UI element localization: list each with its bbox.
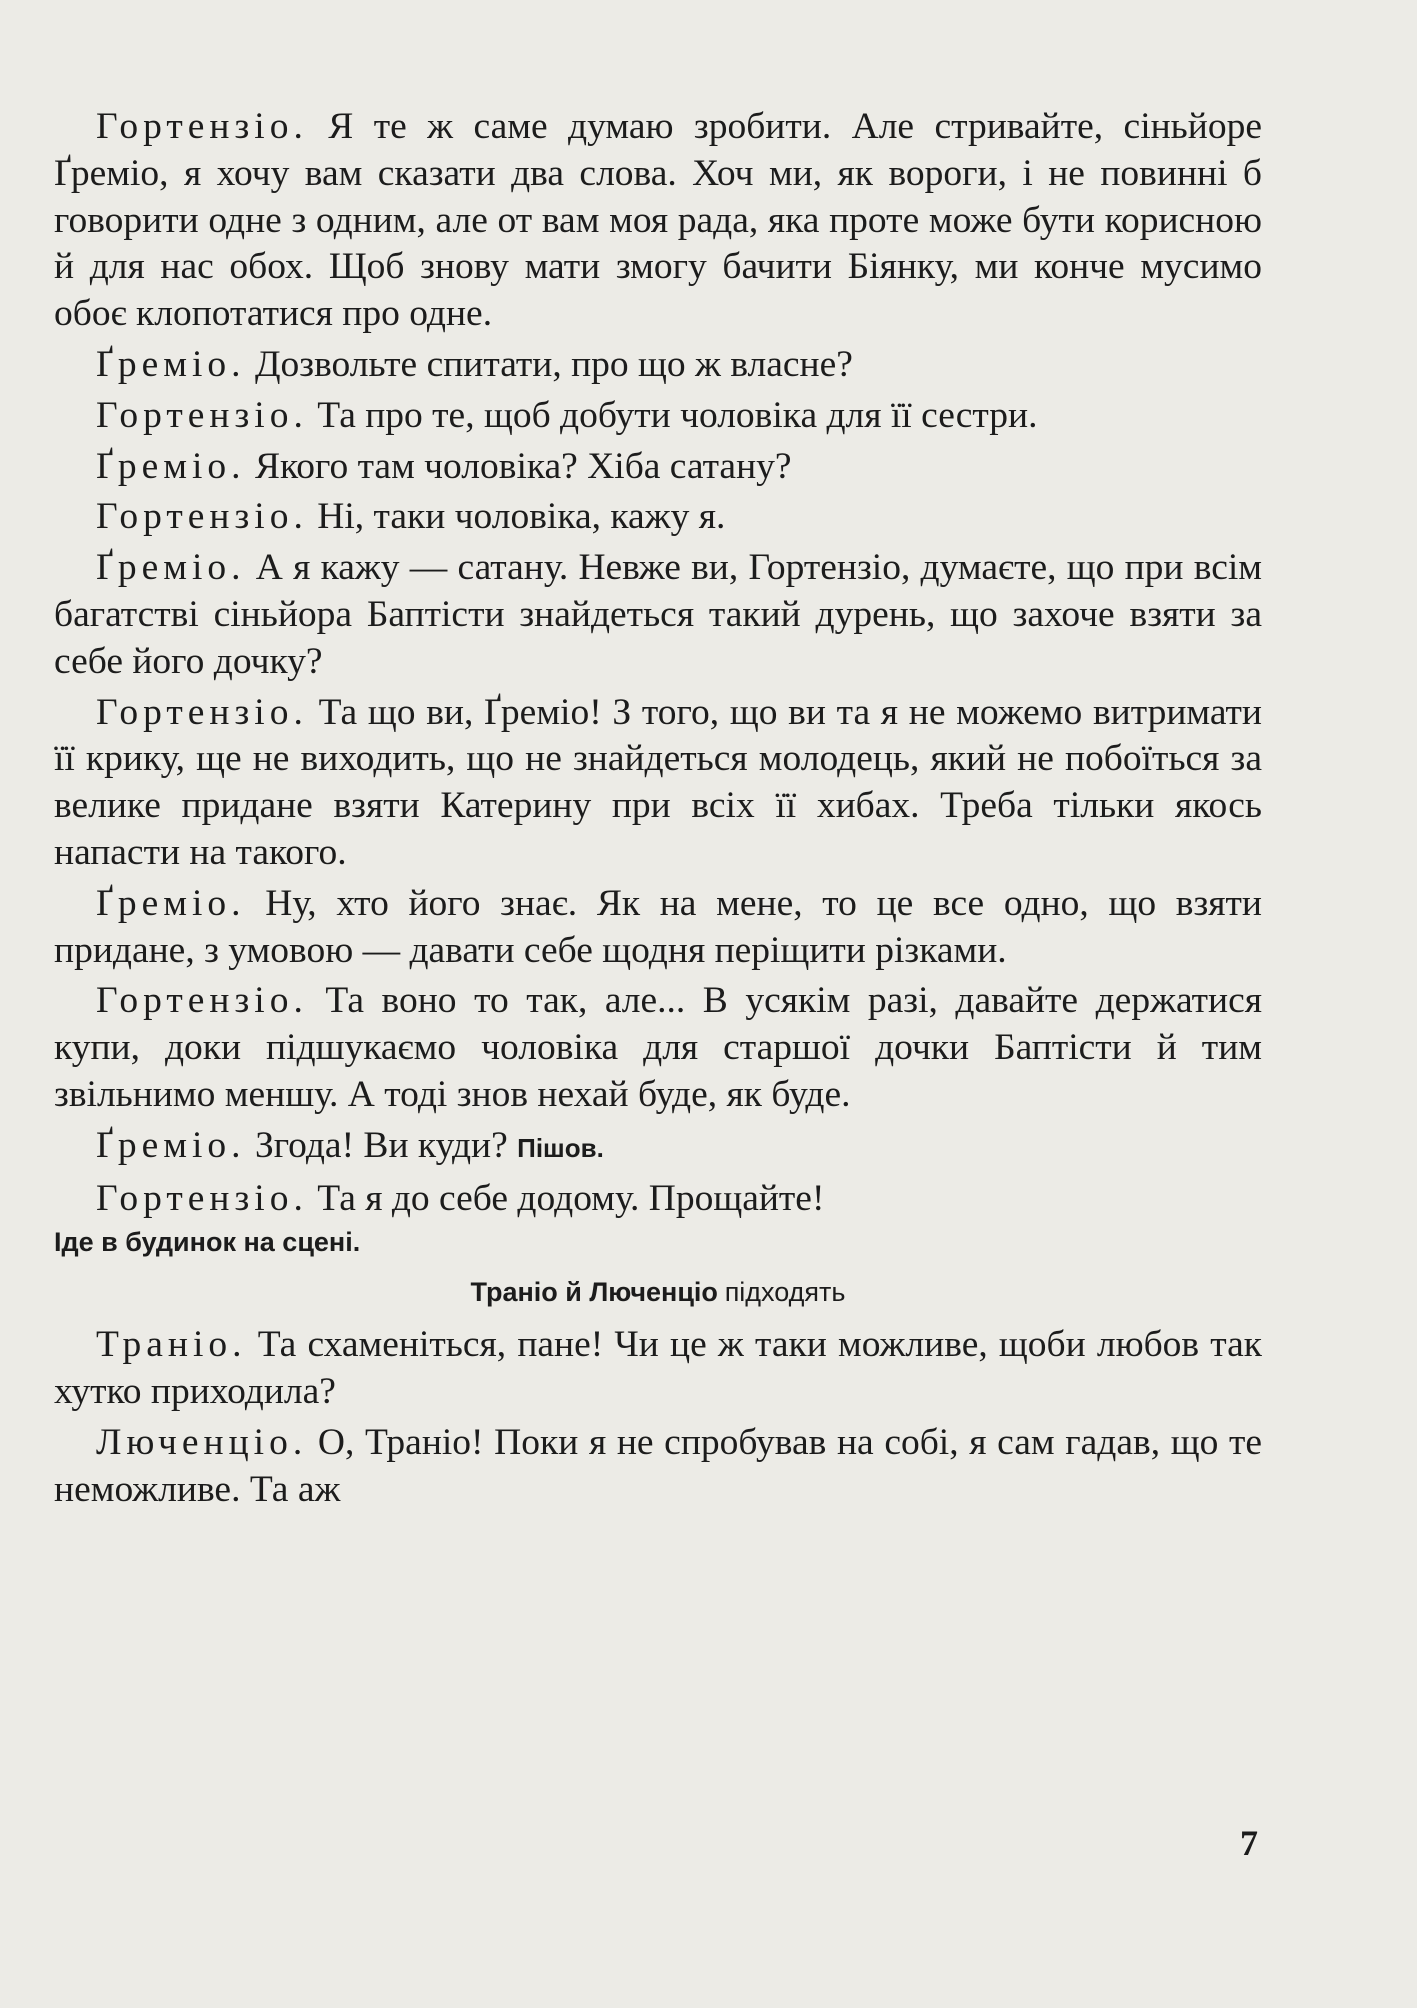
- dialogue-paragraph: [54, 1123, 1262, 1172]
- speaker-name: Ґреміо.: [96, 445, 246, 487]
- speaker-name: Траніо.: [96, 1324, 247, 1366]
- speaker-name: Ґреміо.: [96, 882, 246, 924]
- dialogue-text: А я кажу — сатану. Невже ви, Гортензіо, думаєте, що при всім багатстві сіньйора Баптісти знайдеться такий дурень, що захоче взяти за себе його дочку?: [54, 547, 1262, 682]
- dialogue-text: Згода! Ви куди?: [254, 1124, 508, 1166]
- dialogue-paragraph: [54, 545, 1262, 685]
- page-number: 7: [1240, 1823, 1258, 1863]
- dialogue-text: Та я до себе додому. Прощайте!: [317, 1177, 825, 1219]
- dialogue-paragraph: [54, 1176, 1262, 1223]
- dialogue-paragraph: [54, 690, 1262, 877]
- dialogue-text: О, Траніо! Поки я не спробував на собі, я сам гадав, що те неможливе. Та аж: [54, 1421, 1262, 1510]
- speaker-name: Гортензіо.: [96, 691, 308, 733]
- dialogue-paragraph: [54, 104, 1262, 338]
- stage-direction-exit: Іде в будинок на сцені.: [54, 1227, 361, 1258]
- dialogue-text: Та воно то так, але... В усякім разі, давайте держатися купи, доки підшукаємо чоловіка для старшої дочки Баптісти й тим звільнимо меншу. А тоді знов нехай буде, як буде.: [54, 980, 1263, 1115]
- speaker-name: Гортензіо.: [96, 980, 308, 1022]
- dialogue-paragraph: [54, 1322, 1262, 1416]
- speaker-name: Гортензіо.: [96, 106, 308, 147]
- stage-direction-enter: [54, 1272, 1262, 1312]
- dialogue-text: Та про те, щоб добути чоловіка для її сестри.: [317, 394, 1038, 436]
- dialogue-paragraph: [54, 494, 1262, 541]
- speaker-name: Ґреміо.: [96, 547, 246, 589]
- dialogue-paragraph: [54, 393, 1262, 440]
- dialogue-paragraph: [54, 342, 1262, 389]
- speaker-name: Ґреміо.: [96, 343, 246, 385]
- dialogue-text: Та схаменіться, пане! Чи це ж таки можливе, щоби любов так хутко приходила?: [54, 1324, 1263, 1413]
- dialogue-paragraph: [54, 978, 1262, 1118]
- speaker-name: Гортензіо.: [96, 496, 308, 538]
- entering-characters: Траніо й Люченціо: [470, 1277, 718, 1308]
- page-body: [54, 104, 1262, 1518]
- dialogue-text: Дозвольте спитати, про що ж власне?: [254, 343, 853, 385]
- dialogue-text: Та що ви, Ґреміо! З того, що ви та я не можемо витримати її крику, ще не виходить, що не знайдеться молодець, який не побоїться за велике придане взяти Катерину при всіх її хибах. Треба тільки якось напасти на такого.: [54, 691, 1262, 873]
- dialogue-paragraph: [54, 444, 1262, 491]
- stage-direction-inline: Пішов.: [517, 1132, 604, 1163]
- speaker-name: Гортензіо.: [96, 394, 308, 436]
- dialogue-paragraph: [54, 881, 1262, 975]
- dialogue-text: Ну, хто його знає. Як на мене, то це все одно, що взяти придане, з умовою — давати себе щодня періщити різками.: [54, 882, 1262, 971]
- dialogue-text: Я те ж саме думаю зробити. Але стривайте, сіньйоре Ґреміо, я хочу вам сказати два слова. Хоч ми, як вороги, і не повинні б говорити одне з одним, але от вам моя рада, яка проте може бути корисною й для нас обох. Щоб знову мати змогу бачити Біянку, ми конче мусимо обоє клопотатися про одне.: [54, 106, 1262, 335]
- speaker-name: Люченціо.: [96, 1421, 308, 1463]
- dialogue-text: Ні, таки чоловіка, кажу я.: [317, 496, 726, 538]
- dialogue-text: Якого там чоловіка? Хіба сатану?: [254, 445, 792, 487]
- dialogue-paragraph: [54, 1420, 1262, 1514]
- speaker-name: Ґреміо.: [96, 1124, 246, 1166]
- speaker-name: Гортензіо.: [96, 1177, 308, 1219]
- stage-verb: підходять: [724, 1277, 846, 1308]
